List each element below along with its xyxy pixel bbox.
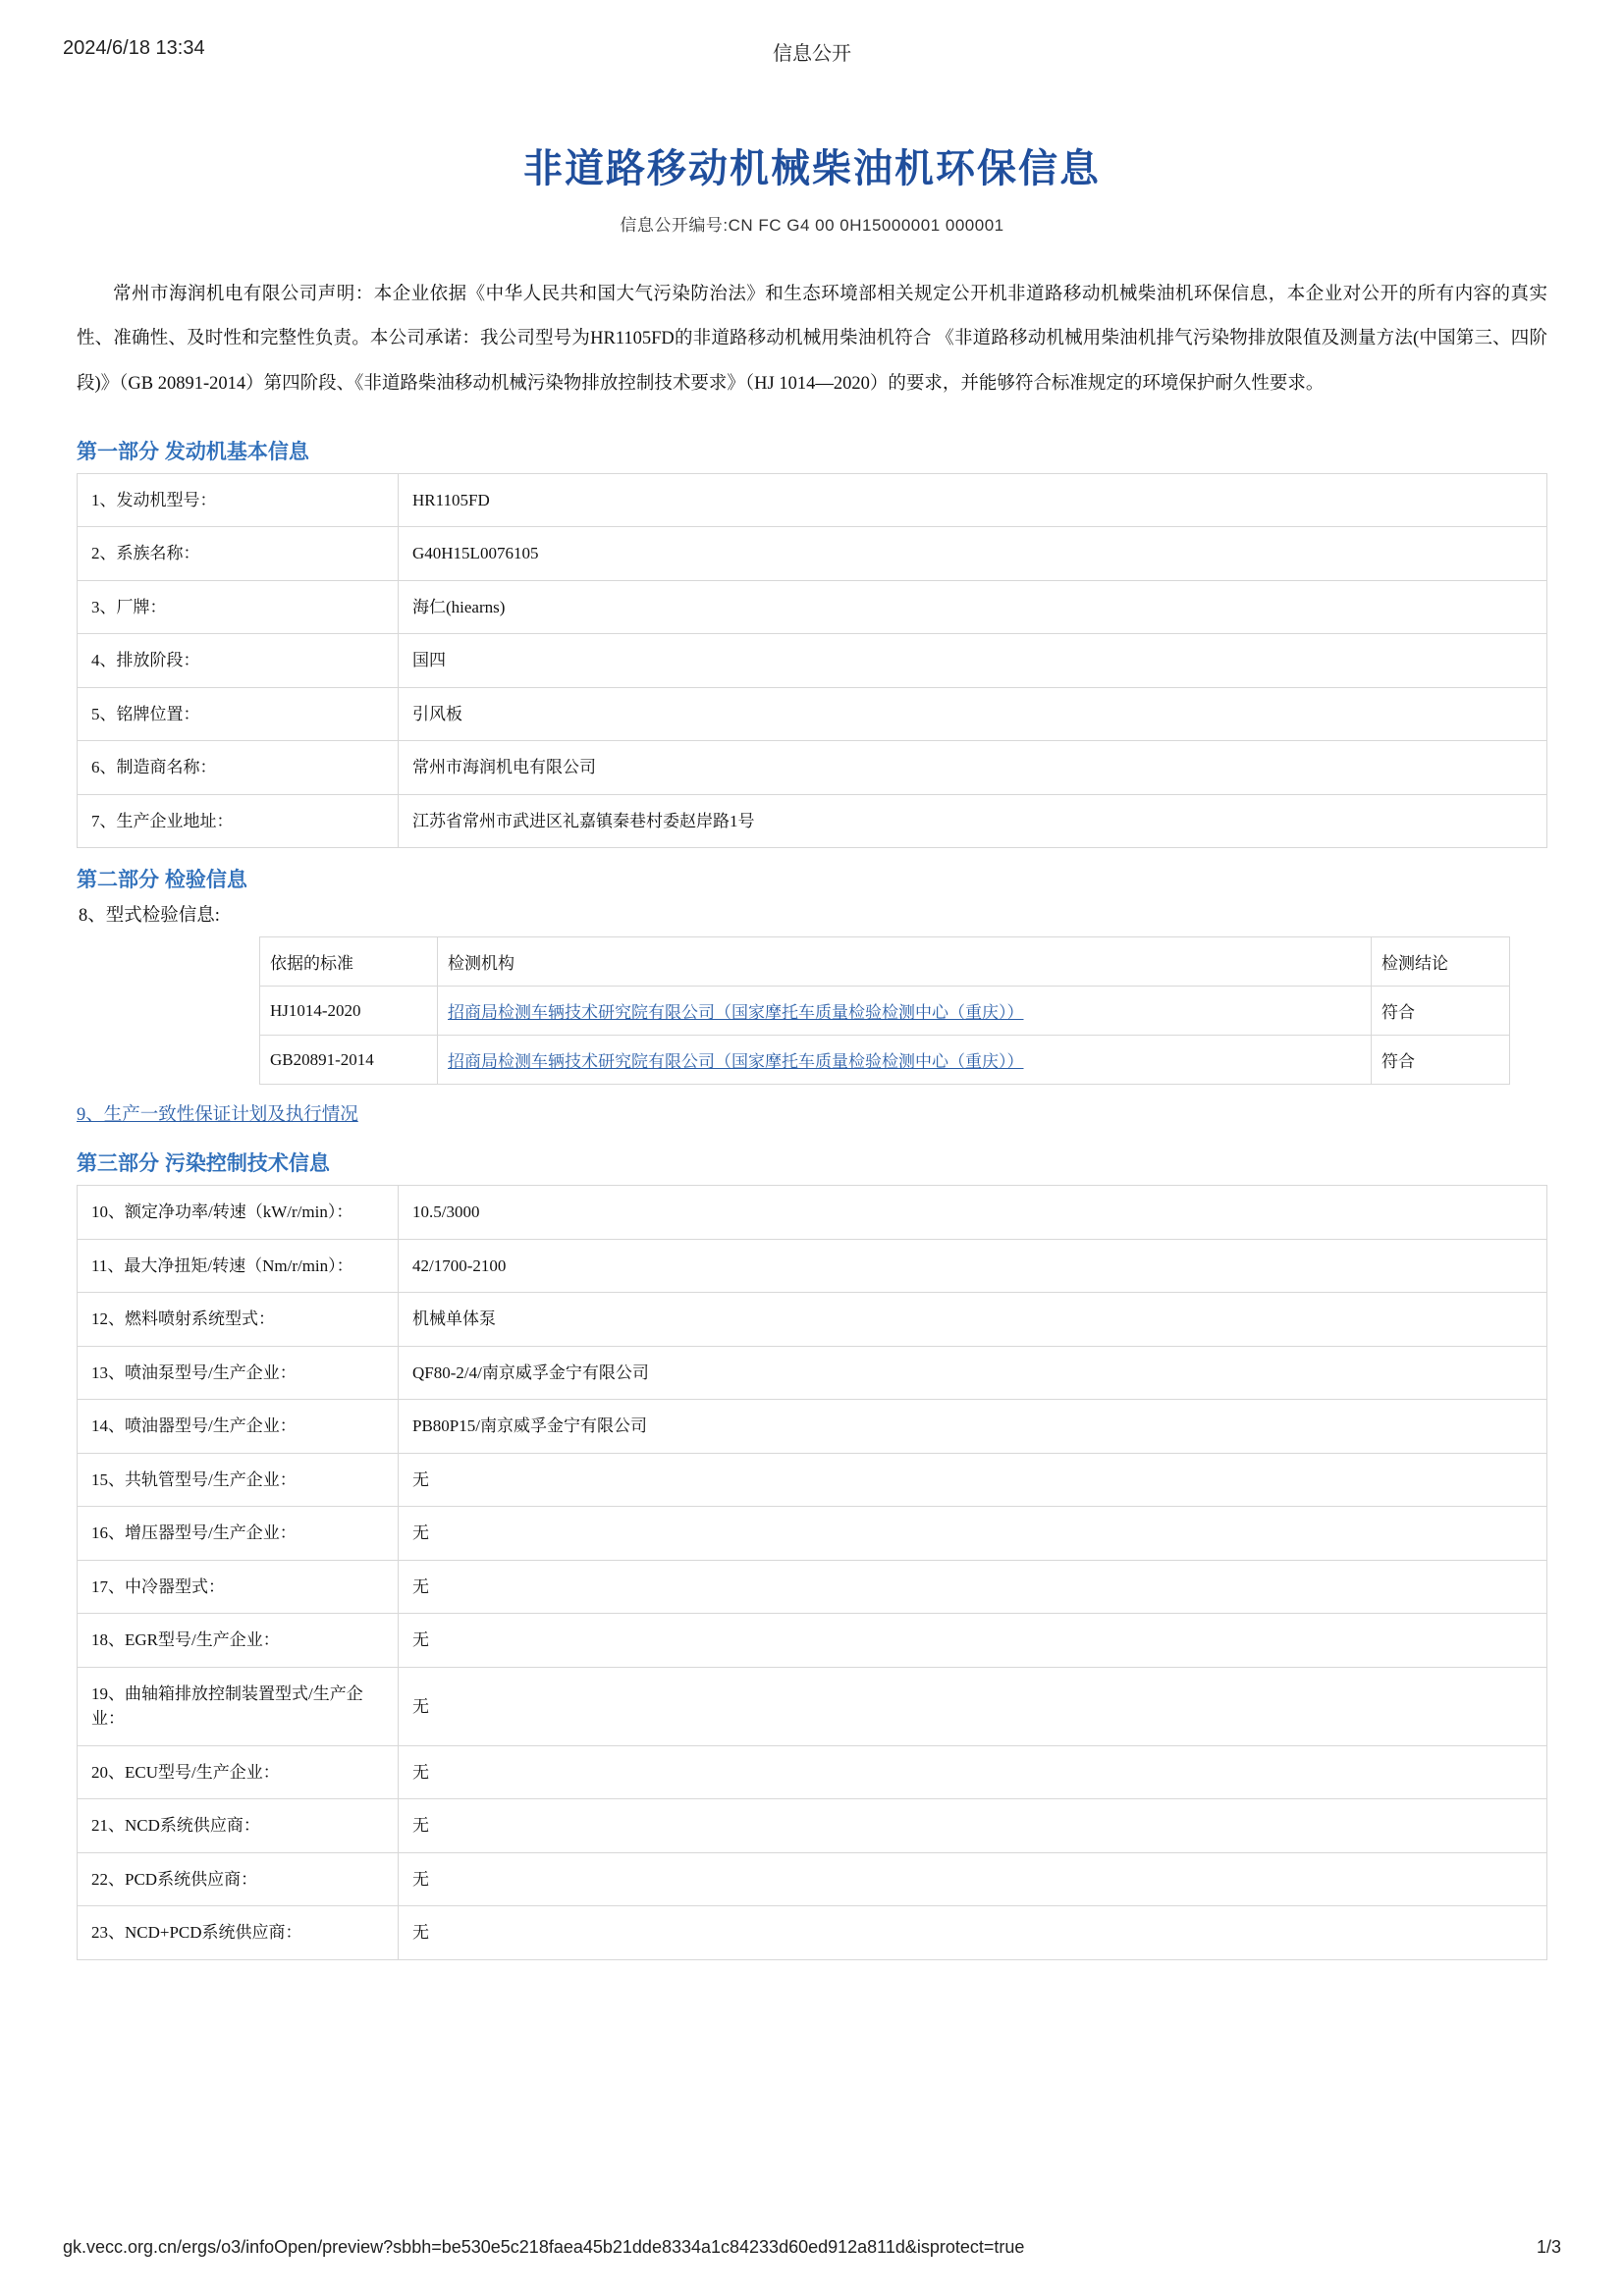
part3-heading: 第三部分 污染控制技术信息 <box>77 1152 330 1176</box>
row-value: 江苏省常州市武进区礼嘉镇秦巷村委赵岸路1号 <box>399 794 1547 848</box>
row-label: 11、最大净扭矩/转速（Nm/r/min）： <box>78 1239 399 1293</box>
row-label: 22、PCD系统供应商： <box>78 1852 399 1906</box>
row-label: 21、NCD系统供应商： <box>78 1799 399 1853</box>
row-value: 无 <box>399 1507 1547 1561</box>
row-label: 1、发动机型号： <box>78 473 399 527</box>
table-row <box>78 1453 1547 1507</box>
standard-cell: GB20891-2014 <box>260 1036 438 1085</box>
table-row <box>78 687 1547 741</box>
result-cell: 符合 <box>1372 1036 1510 1085</box>
table-row <box>78 1400 1547 1454</box>
print-header <box>0 37 1624 67</box>
row-value: 无 <box>399 1614 1547 1668</box>
print-date: 2024/6/18 13:34 <box>63 37 205 59</box>
company-statement: 常州市海润机电有限公司声明：本企业依据《中华人民共和国大气污染防治法》和生态环境部相关规定公开机非道路移动机械柴油机环保信息，本企业对公开的所有内容的真实性、准确性、及时性和完整性负责。本公司承诺：我公司型号为HR1105FD的非道路移动机械用柴油机符合 《非道路移动机械用柴油机排气污染物排放限值及测量方法(中国第三、四阶段)》（GB 20891-2014）第四阶段、《非道路柴油移动机械污染物排放控制技术要求》（HJ 1014—2020）的要求，并能够符合标准规定的环境保护耐久性要求。 <box>77 285 1547 394</box>
row-label: 13、喷油泵型号/生产企业： <box>78 1346 399 1400</box>
table-row <box>78 1745 1547 1799</box>
row-label: 2、系族名称： <box>78 527 399 581</box>
row-value: 无 <box>399 1906 1547 1960</box>
table-row <box>78 1799 1547 1853</box>
bottom-spacer <box>77 1960 1547 2078</box>
type-inspection-subheading: 8、型式检验信息: <box>79 906 220 927</box>
row-label: 12、燃料喷射系统型式： <box>78 1293 399 1347</box>
row-label: 20、ECU型号/生产企业： <box>78 1745 399 1799</box>
row-value: 10.5/3000 <box>399 1186 1547 1240</box>
column-header-result: 检测结论 <box>1372 937 1510 987</box>
table-row <box>78 1614 1547 1668</box>
row-value: G40H15L0076105 <box>399 527 1547 581</box>
row-label: 10、额定净功率/转速（kW/r/min）： <box>78 1186 399 1240</box>
inspection-table-wrapper <box>77 936 1547 1085</box>
table-row <box>78 1239 1547 1293</box>
row-label: 19、曲轴箱排放控制装置型式/生产企业： <box>78 1667 399 1745</box>
print-footer <box>0 2237 1624 2263</box>
part2-heading: 第二部分 检验信息 <box>77 869 247 892</box>
row-value: 国四 <box>399 634 1547 688</box>
pollution-control-table <box>77 1185 1547 1960</box>
table-row <box>78 1346 1547 1400</box>
table-row <box>78 527 1547 581</box>
row-label: 17、中冷器型式： <box>78 1560 399 1614</box>
footer-url: gk.vecc.org.cn/ergs/o3/infoOpen/preview?sbbh=be530e5c218faea45b21dde8334a1c84233d60ed912a811d&isprotect=true <box>63 2237 1025 2257</box>
page-title: 非道路移动机械柴油机环保信息 <box>523 147 1101 190</box>
table-row <box>78 1852 1547 1906</box>
row-value: 机械单体泵 <box>399 1293 1547 1347</box>
table-row <box>78 473 1547 527</box>
table-row <box>78 1186 1547 1240</box>
row-label: 3、厂牌： <box>78 580 399 634</box>
inspection-org-link[interactable]: 招商局检测车辆技术研究院有限公司（国家摩托车质量检验检测中心（重庆）） <box>448 1052 1024 1072</box>
table-row <box>78 1507 1547 1561</box>
table-row <box>78 1293 1547 1347</box>
table-row <box>78 1906 1547 1960</box>
footer-page-number: 1/3 <box>1536 2237 1561 2257</box>
table-row <box>260 1036 1510 1085</box>
table-row <box>260 987 1510 1036</box>
table-row <box>78 1667 1547 1745</box>
standard-cell: HJ1014-2020 <box>260 987 438 1036</box>
row-label: 18、EGR型号/生产企业： <box>78 1614 399 1668</box>
table-row <box>78 580 1547 634</box>
row-label: 23、NCD+PCD系统供应商： <box>78 1906 399 1960</box>
row-value: 无 <box>399 1560 1547 1614</box>
row-label: 15、共轨管型号/生产企业： <box>78 1453 399 1507</box>
print-page-title: 信息公开 <box>773 43 851 65</box>
row-value: 无 <box>399 1667 1547 1745</box>
row-value: 海仁(hiearns) <box>399 580 1547 634</box>
engine-basic-info-table <box>77 473 1547 849</box>
row-value: 引风板 <box>399 687 1547 741</box>
row-value: HR1105FD <box>399 473 1547 527</box>
column-header-organization: 检测机构 <box>438 937 1372 987</box>
column-header-standard: 依据的标准 <box>260 937 438 987</box>
row-label: 14、喷油器型号/生产企业： <box>78 1400 399 1454</box>
row-label: 5、铭牌位置： <box>78 687 399 741</box>
inspection-org-link[interactable]: 招商局检测车辆技术研究院有限公司（国家摩托车质量检验检测中心（重庆）） <box>448 1003 1024 1023</box>
organization-cell <box>438 987 1372 1036</box>
row-label: 6、制造商名称： <box>78 741 399 795</box>
inspection-info-table <box>259 936 1510 1085</box>
organization-cell <box>438 1036 1372 1085</box>
result-cell: 符合 <box>1372 987 1510 1036</box>
row-label: 4、排放阶段： <box>78 634 399 688</box>
row-value: 无 <box>399 1852 1547 1906</box>
disclosure-number: 信息公开编号:CN FC G4 00 0H15000001 000001 <box>620 216 1004 235</box>
table-row <box>78 1560 1547 1614</box>
row-value: 常州市海润机电有限公司 <box>399 741 1547 795</box>
part1-heading: 第一部分 发动机基本信息 <box>77 440 309 463</box>
table-row <box>78 794 1547 848</box>
row-value: 无 <box>399 1745 1547 1799</box>
row-label: 16、增压器型号/生产企业： <box>78 1507 399 1561</box>
row-label: 7、生产企业地址： <box>78 794 399 848</box>
table-row <box>78 634 1547 688</box>
row-value: QF80-2/4/南京威孚金宁有限公司 <box>399 1346 1547 1400</box>
row-value: PB80P15/南京威孚金宁有限公司 <box>399 1400 1547 1454</box>
table-row <box>78 741 1547 795</box>
row-value: 42/1700-2100 <box>399 1239 1547 1293</box>
table-header-row <box>260 937 1510 987</box>
row-value: 无 <box>399 1453 1547 1507</box>
conformity-plan-link[interactable]: 9、生产一致性保证计划及执行情况 <box>77 1105 358 1126</box>
row-value: 无 <box>399 1799 1547 1853</box>
